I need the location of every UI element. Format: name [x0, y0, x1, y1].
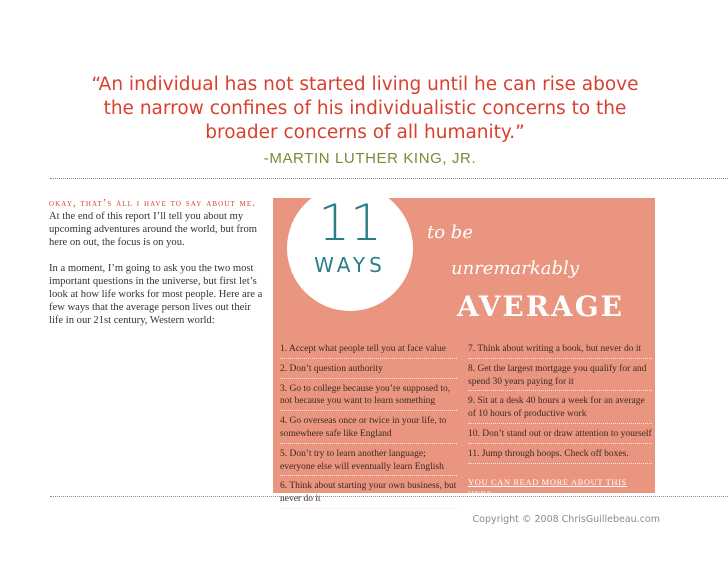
list-item: 11. Jump through hoops. Check off boxes.	[468, 448, 652, 464]
list-item: 7. Think about writing a book, but never do it	[468, 343, 652, 359]
list-item: 6. Think about starting your own business, but never do it	[280, 480, 457, 509]
list-item: 10. Don’t stand out or draw attention to yourself	[468, 428, 652, 444]
quote-line-2: the narrow confines of his individualistic concerns to the	[103, 98, 627, 119]
intro-paragraph-2: In a moment, I’m going to ask you the two most important questions in the universe, but first let’s look at how life works for most people. Here are a few ways that the average person lives out their life in our 21st century, Western world:	[49, 263, 263, 326]
copyright-notice: Copyright © 2008 ChrisGuillebeau.com	[472, 514, 660, 525]
read-more-link[interactable]: YOU CAN READ MORE ABOUT THIS HERE	[468, 476, 627, 500]
ways-label: WAYS	[314, 253, 386, 277]
intro-paragraph-1	[49, 197, 263, 249]
divider-top	[50, 178, 728, 179]
intro-lead: okay, that’s all i have to say about me.	[49, 198, 257, 209]
list-item: 2. Don’t question authority	[280, 363, 457, 379]
list-item: 3. Go to college because you’re supposed to, not because you want to learn something	[280, 383, 457, 412]
intro-text	[49, 197, 263, 340]
average-ways-panel	[273, 194, 655, 505]
quote-line-1: “An individual has not started living until he can rise above	[91, 74, 639, 95]
list-item: 4. Go overseas once or twice in your life, to somewhere safe like England	[280, 415, 457, 444]
intro-paragraph-1-text: At the end of this report I’ll tell you about my upcoming adventures around the world, but from here on out, the focus is on you.	[49, 211, 258, 248]
list-item: 8. Get the largest mortgage you qualify for and spend 30 years paying for it	[468, 363, 652, 392]
heading-to-be: to be	[427, 222, 473, 243]
heading-average: AVERAGE	[457, 290, 625, 323]
quote	[60, 73, 670, 145]
ways-count: 11	[318, 194, 382, 252]
title-circle	[287, 185, 413, 311]
list-item: 1. Accept what people tell you at face value	[280, 343, 457, 359]
quote-attribution: -MARTIN LUTHER KING, JR.	[263, 150, 477, 167]
list-item: 9. Sit at a desk 40 hours a week for an average of 10 hours of productive work	[468, 395, 652, 424]
ways-list-left	[280, 343, 457, 513]
divider-bottom	[50, 496, 728, 497]
heading-unremarkably: unremarkably	[451, 258, 579, 279]
list-item: 5. Don’t try to learn another language; everyone else will eventually learn English	[280, 448, 457, 477]
quote-line-3: broader concerns of all humanity.”	[205, 122, 525, 143]
ways-list-right	[468, 343, 652, 501]
